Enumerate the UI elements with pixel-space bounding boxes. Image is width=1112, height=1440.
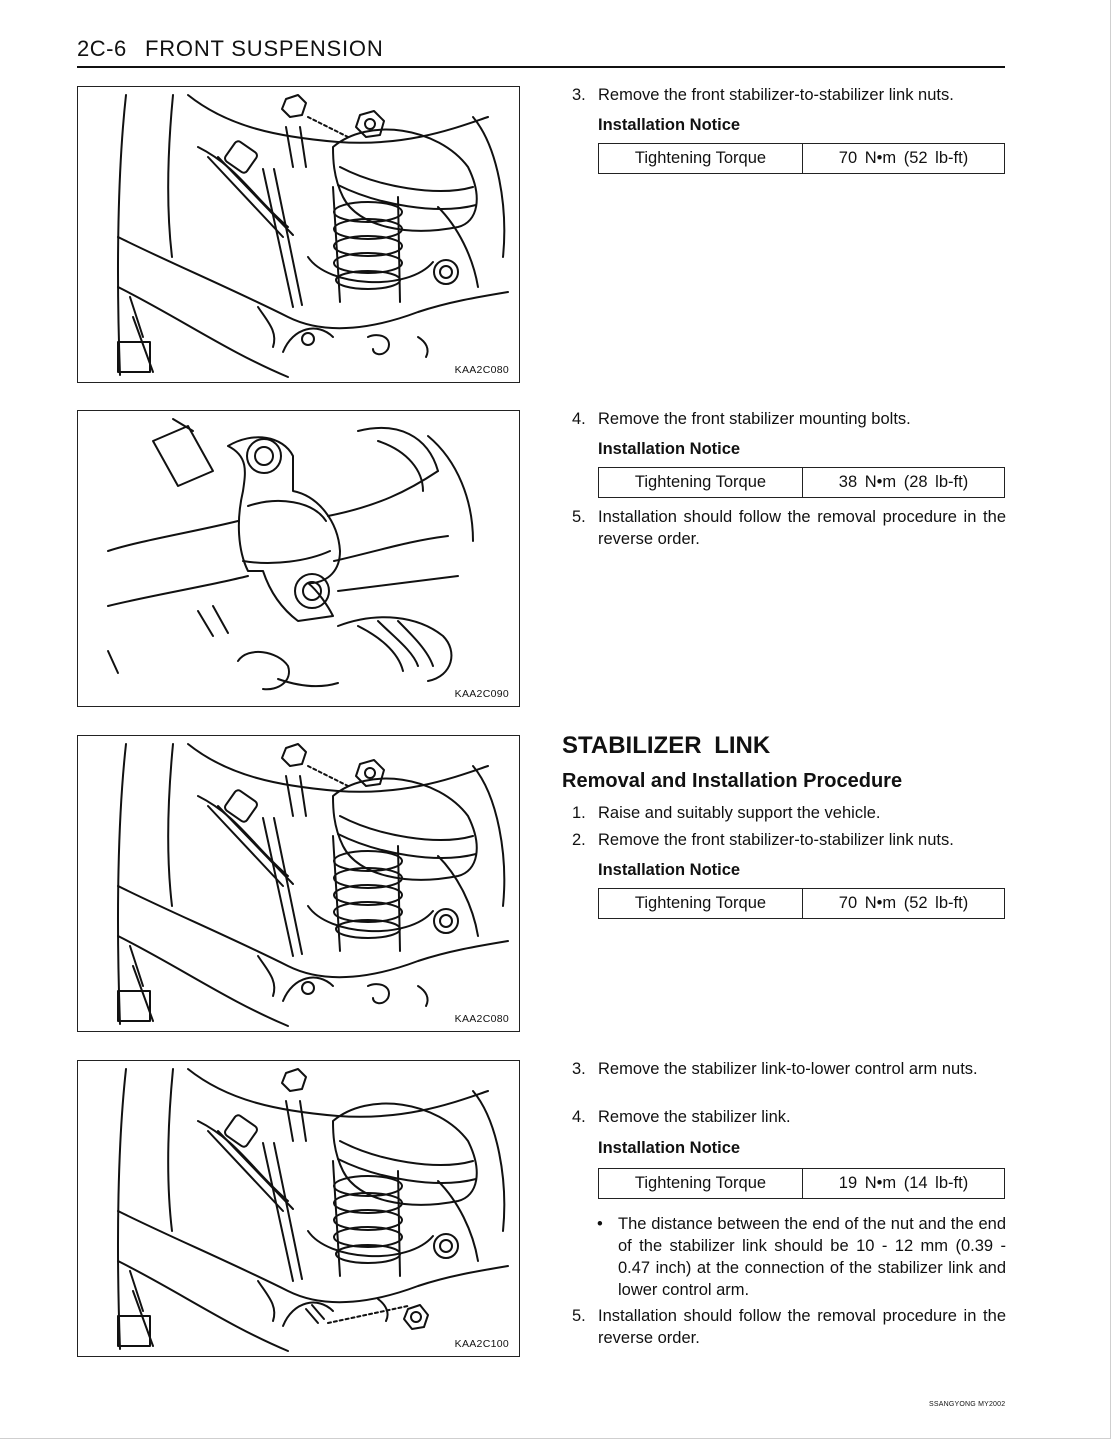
torque-value-cell: 19 N•m (14 lb-ft) bbox=[838, 1174, 969, 1192]
installation-notice-heading: Installation Notice bbox=[598, 861, 741, 879]
step-3-remove-lower-arm-nuts bbox=[572, 1058, 1006, 1080]
figure-label: KAA2C100 bbox=[454, 1338, 509, 1350]
step-5-reverse-order bbox=[572, 506, 1006, 550]
step-number: 3. bbox=[572, 1060, 586, 1078]
step-4-remove-link bbox=[572, 1106, 1006, 1128]
step-number: 4. bbox=[572, 410, 586, 428]
step-text: Remove the stabilizer link. bbox=[598, 1108, 791, 1126]
torque-value-cell: 70 N•m (52 lb-ft) bbox=[838, 894, 969, 912]
step-text: Raise and suitably support the vehicle. bbox=[598, 804, 881, 822]
torque-table bbox=[598, 467, 1005, 498]
suspension-illustration bbox=[78, 736, 520, 1032]
torque-value-cell: 38 N•m (28 lb-ft) bbox=[838, 473, 969, 491]
step-number: 3. bbox=[572, 86, 586, 104]
step-1-raise-vehicle bbox=[572, 802, 1006, 824]
section-code: 2C-6 bbox=[77, 36, 127, 61]
torque-label-cell: Tightening Torque bbox=[599, 144, 803, 173]
step-2-remove-link-nuts bbox=[572, 829, 1006, 851]
step-number: 5. bbox=[572, 508, 586, 526]
page-header bbox=[77, 34, 1005, 68]
figure-suspension-link-nuts-repeat bbox=[77, 735, 520, 1032]
bullet-link-distance bbox=[597, 1213, 1006, 1301]
figure-stabilizer-link-lower-arm bbox=[77, 1060, 520, 1357]
step-number: 5. bbox=[572, 1307, 586, 1325]
bullet-icon: • bbox=[597, 1215, 603, 1233]
page-footer: SSANGYONG MY2002 bbox=[929, 1401, 1006, 1408]
figure-label: KAA2C090 bbox=[454, 688, 509, 700]
stabilizer-link-illustration bbox=[78, 1061, 520, 1357]
section-subtitle: Removal and Installation Procedure bbox=[562, 770, 903, 792]
step-text: Remove the stabilizer link-to-lower control arm nuts. bbox=[598, 1060, 978, 1078]
step-3-remove-link-nuts bbox=[572, 84, 1006, 106]
figure-suspension-link-nuts bbox=[77, 86, 520, 383]
suspension-illustration bbox=[78, 87, 520, 383]
torque-label-cell: Tightening Torque bbox=[599, 1169, 803, 1198]
torque-label-cell: Tightening Torque bbox=[599, 889, 803, 918]
installation-notice-heading: Installation Notice bbox=[598, 440, 741, 458]
step-number: 1. bbox=[572, 804, 586, 822]
step-text: Remove the front stabilizer-to-stabilizer link nuts. bbox=[598, 86, 954, 104]
step-5-reverse-order bbox=[572, 1305, 1006, 1349]
step-number: 4. bbox=[572, 1108, 586, 1126]
torque-value-cell: 70 N•m (52 lb-ft) bbox=[838, 149, 969, 167]
bullet-text: The distance between the end of the nut and the end of the stabilizer link should be 10 - 12 mm (0.39 - 0.47 inch) at the connection of the stabilizer link and lower control arm. bbox=[618, 1215, 1006, 1299]
step-text: Remove the front stabilizer mounting bolts. bbox=[598, 410, 911, 428]
page-title: FRONT SUSPENSION bbox=[145, 36, 384, 61]
figure-stabilizer-mounting bbox=[77, 410, 520, 707]
torque-table bbox=[598, 143, 1005, 174]
torque-table bbox=[598, 888, 1005, 919]
section-title: STABILIZER LINK bbox=[562, 732, 771, 759]
installation-notice-heading: Installation Notice bbox=[598, 116, 741, 134]
figure-label: KAA2C080 bbox=[454, 364, 509, 376]
stabilizer-mount-illustration bbox=[78, 411, 520, 707]
installation-notice-heading: Installation Notice bbox=[598, 1139, 741, 1157]
step-4-remove-mounting-bolts bbox=[572, 408, 1006, 430]
torque-table bbox=[598, 1168, 1005, 1199]
figure-label: KAA2C080 bbox=[454, 1013, 509, 1025]
torque-label-cell: Tightening Torque bbox=[599, 468, 803, 497]
step-text: Installation should follow the removal procedure in the reverse order. bbox=[598, 1307, 1006, 1347]
step-number: 2. bbox=[572, 831, 586, 849]
step-text: Installation should follow the removal procedure in the reverse order. bbox=[598, 508, 1006, 548]
step-text: Remove the front stabilizer-to-stabilizer link nuts. bbox=[598, 831, 954, 849]
